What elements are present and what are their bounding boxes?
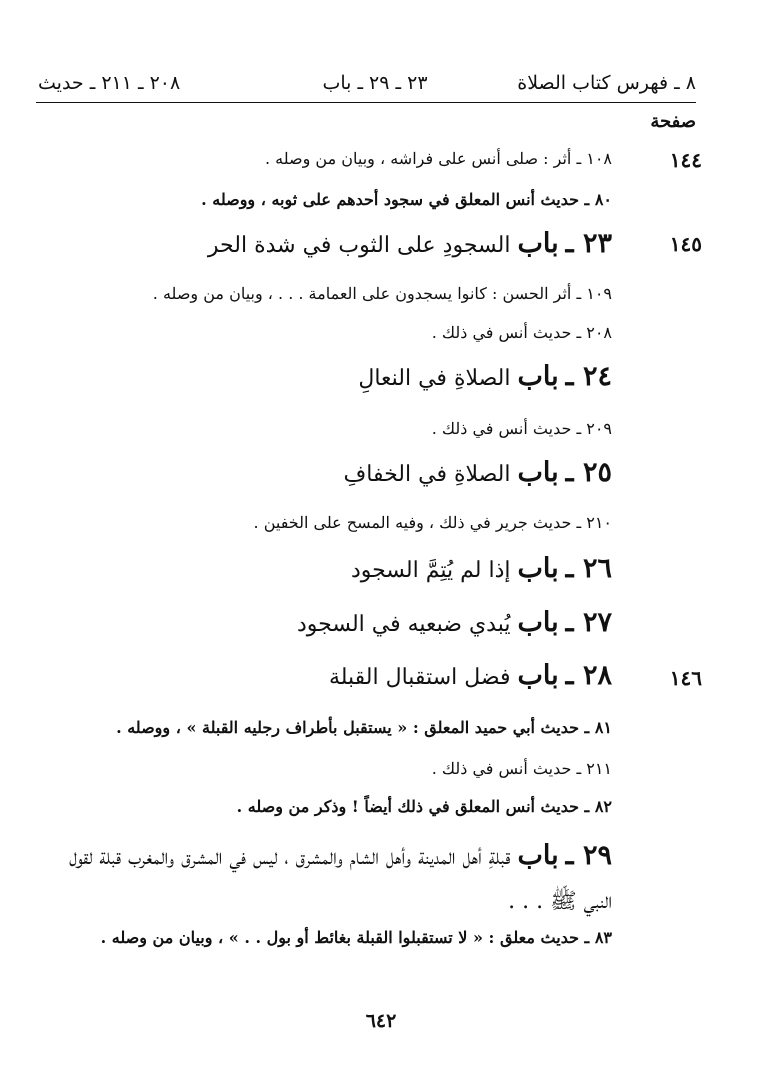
bab-27 bbox=[297, 607, 612, 638]
entry-athar-109: ١٠٩ ـ أثر الحسن : كانوا يسجدون على العمامة . . . ، وبيان من وصله . bbox=[152, 284, 612, 303]
bab-number: ٢٤ ـ bbox=[565, 361, 612, 392]
bab-number: ٢٩ ـ bbox=[565, 840, 612, 871]
bab-title: إذا لم يُتِمَّ السجود bbox=[350, 558, 511, 583]
bab-number: ٢٥ ـ bbox=[565, 457, 612, 488]
bab-23 bbox=[208, 228, 612, 259]
entry-hadith-80: ٨٠ ـ حديث أنس المعلق في سجود أحدهم على ثوبه ، ووصله . bbox=[201, 190, 612, 209]
entry-hadith-210: ٢١٠ ـ حديث جرير في ذلك ، وفيه المسح على الخفين . bbox=[253, 513, 612, 532]
running-header-babs: ٢٣ ـ ٢٩ ـ باب bbox=[322, 72, 428, 94]
bab-number: ٢٧ ـ bbox=[565, 607, 612, 638]
bab-29 bbox=[36, 834, 612, 924]
page-ref-145: ١٤٥ bbox=[669, 232, 702, 256]
bab-number: ٢٨ ـ bbox=[565, 660, 612, 691]
bab-word: باب bbox=[517, 840, 559, 871]
bab-title: السجودِ على الثوب في شدة الحر bbox=[207, 233, 511, 258]
page-column-label: صفحة bbox=[650, 111, 696, 132]
page-ref-144: ١٤٤ bbox=[669, 148, 702, 172]
entry-hadith-209: ٢٠٩ ـ حديث أنس في ذلك . bbox=[431, 419, 612, 438]
bab-word: باب bbox=[517, 660, 559, 691]
page-number: ٦٤٢ bbox=[365, 1010, 397, 1032]
entry-hadith-81: ٨١ ـ حديث أبي حميد المعلق : « يستقبل بأطراف رجليه القبلة » ، ووصله . bbox=[116, 718, 612, 737]
bab-word: باب bbox=[517, 361, 559, 392]
bab-24 bbox=[358, 361, 612, 392]
page-ref-146: ١٤٦ bbox=[669, 666, 702, 690]
bab-25 bbox=[343, 457, 612, 488]
running-header-chapter: ٨ ـ فهرس كتاب الصلاة bbox=[517, 72, 696, 94]
bab-28 bbox=[329, 660, 612, 691]
bab-title: الصلاةِ في الخفافِ bbox=[343, 462, 511, 487]
bab-title: يُبدي ضبعيه في السجود bbox=[296, 612, 511, 637]
bab-title: فضل استقبال القبلة bbox=[328, 665, 511, 690]
bab-number: ٢٦ ـ bbox=[565, 553, 612, 584]
bab-title: الصلاةِ في النعالِ bbox=[358, 366, 511, 391]
header-rule bbox=[36, 102, 696, 103]
entry-hadith-83: ٨٣ ـ حديث معلق : « لا تستقبلوا القبلة بغائط أو بول . . » ، وبيان من وصله . bbox=[100, 928, 612, 947]
bab-title: قبلةِ أهل المدينة وأهل الشام والمشرق ، ليس في المشرق والمغرب قبلة لقول النبي ﷺ . . . bbox=[69, 845, 612, 914]
running-header-hadiths: ٢٠٨ ـ ٢١١ ـ حديث bbox=[38, 72, 181, 94]
bab-word: باب bbox=[517, 553, 559, 584]
bab-word: باب bbox=[517, 228, 559, 259]
entry-hadith-82: ٨٢ ـ حديث أنس المعلق في ذلك أيضاً ! وذكر من وصله . bbox=[236, 797, 612, 816]
entry-athar-108: ١٠٨ ـ أثر : صلى أنس على فراشه ، وبيان من وصله . bbox=[264, 149, 612, 168]
bab-number: ٢٣ ـ bbox=[565, 228, 612, 259]
bab-26 bbox=[351, 553, 612, 584]
entry-hadith-211: ٢١١ ـ حديث أنس في ذلك . bbox=[431, 759, 612, 778]
bab-word: باب bbox=[517, 457, 559, 488]
entry-hadith-208: ٢٠٨ ـ حديث أنس في ذلك . bbox=[431, 323, 612, 342]
bab-word: باب bbox=[517, 607, 559, 638]
